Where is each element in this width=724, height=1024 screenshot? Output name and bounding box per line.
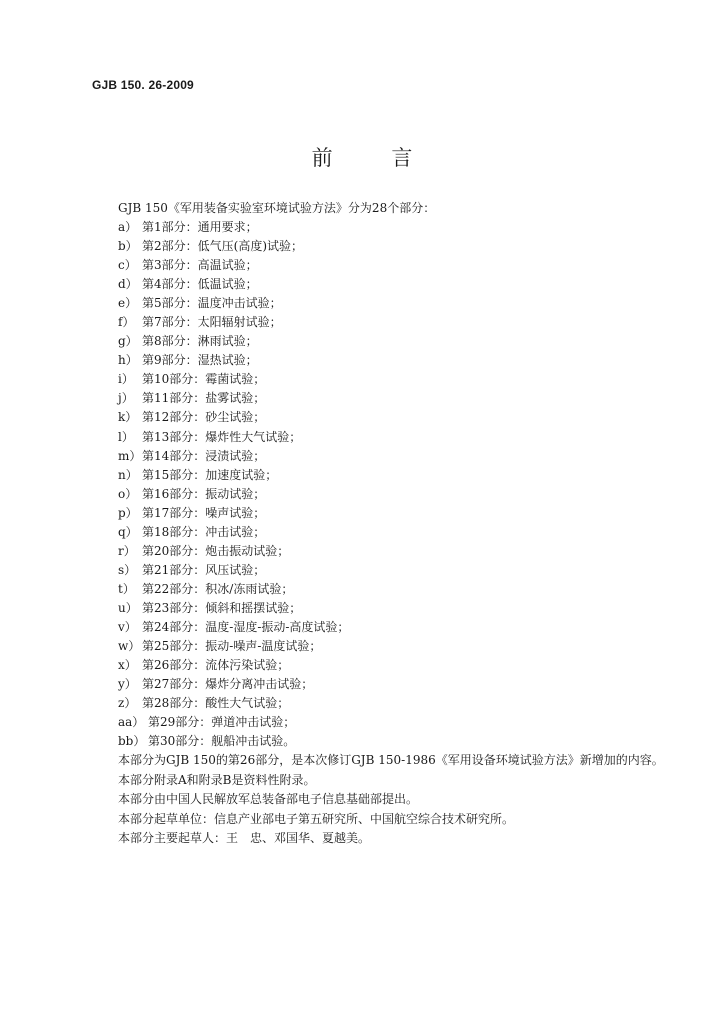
- intro-text: GJB 150《军用装备实验室环境试验方法》分为28个部分：: [118, 201, 436, 215]
- list-item: [118, 237, 349, 256]
- item-text: 第14部分：浸渍试验；: [142, 448, 266, 463]
- list-item: [118, 370, 349, 389]
- item-label: bb）: [118, 734, 146, 749]
- item-label: b）: [118, 239, 138, 254]
- list-item: [118, 542, 349, 561]
- list-item: [118, 713, 349, 732]
- item-text: 第2部分：低气压(高度)试验；: [142, 239, 303, 254]
- list-item: [118, 256, 349, 275]
- item-text: 第13部分：爆炸性大气试验；: [142, 429, 302, 444]
- list-item: [118, 218, 349, 237]
- list-item: [118, 313, 349, 332]
- item-label: o）: [118, 486, 138, 501]
- item-label: aa）: [118, 715, 145, 730]
- item-text: 第23部分：倾斜和摇摆试验；: [142, 600, 302, 615]
- item-label: q）: [118, 524, 138, 539]
- item-label: y）: [118, 677, 137, 692]
- item-text: 第24部分：温度-湿度-振动-高度试验；: [142, 619, 350, 634]
- item-text: 第25部分：振动-噪声-温度试验；: [142, 639, 322, 654]
- note-paragraph: 本部分主要起草人：王 忠、邓国华、夏越美。: [118, 831, 371, 845]
- item-label: h）: [118, 353, 138, 368]
- note-paragraph: 本部分由中国人民解放军总装备部电子信息基础部提出。: [118, 792, 419, 806]
- item-text: 第29部分：弹道冲击试验；: [148, 715, 296, 730]
- item-text: 第10部分：霉菌试验；: [142, 372, 266, 387]
- standard-code: GJB 150. 26-2009: [92, 78, 194, 92]
- list-item: [118, 504, 349, 523]
- item-text: 第4部分：低温试验；: [142, 277, 258, 292]
- item-label: a）: [118, 220, 138, 234]
- item-label: l）: [118, 429, 134, 444]
- list-item: [118, 523, 349, 542]
- item-label: f）: [118, 315, 135, 330]
- item-text: 第28部分：酸性大气试验；: [142, 696, 290, 711]
- item-label: m）: [118, 448, 142, 463]
- foreword-notes: [92, 751, 666, 849]
- item-text: 第21部分：风压试验；: [142, 562, 266, 577]
- item-label: n）: [118, 467, 138, 482]
- item-text: 第16部分：振动试验；: [142, 486, 266, 501]
- item-text: 第17部分：噪声试验；: [142, 505, 266, 520]
- list-item: [118, 275, 349, 294]
- list-item: [118, 637, 349, 656]
- note-paragraph: 本部分附录A和附录B是资料性附录。: [118, 772, 316, 787]
- list-item: [118, 675, 349, 694]
- item-label: t）: [118, 581, 135, 596]
- item-label: d）: [118, 277, 138, 292]
- item-label: z）: [118, 696, 137, 711]
- item-text: 第15部分：加速度试验；: [142, 467, 278, 482]
- list-item: [118, 294, 349, 313]
- list-item: [118, 732, 349, 751]
- item-label: v）: [118, 619, 137, 634]
- item-text: 第9部分：湿热试验；: [142, 353, 258, 368]
- list-item: [118, 656, 349, 675]
- item-label: u）: [118, 600, 138, 615]
- list-item: [118, 351, 349, 370]
- item-text: 第30部分：舰船冲击试验。: [148, 734, 296, 749]
- item-label: j）: [118, 391, 134, 406]
- page-title: 前 言: [311, 146, 439, 170]
- item-label: k）: [118, 410, 138, 425]
- item-label: c）: [118, 258, 137, 273]
- list-item: [118, 485, 349, 504]
- item-label: i）: [118, 372, 134, 387]
- list-item: [118, 466, 349, 485]
- item-text: 第3部分：高温试验；: [142, 258, 258, 273]
- item-label: e）: [118, 296, 138, 311]
- list-item: [118, 561, 349, 580]
- item-text: 第20部分：炮击振动试验；: [142, 543, 290, 558]
- list-item: [118, 694, 349, 713]
- list-item: [118, 580, 349, 599]
- item-text: 第26部分：流体污染试验；: [142, 658, 290, 673]
- item-label: x）: [118, 658, 137, 673]
- item-text: 第18部分：冲击试验；: [142, 524, 266, 539]
- item-text: 第12部分：砂尘试验；: [142, 410, 266, 425]
- parts-list: [118, 218, 349, 751]
- note-paragraph: 本部分为GJB 150的第26部分，是本次修订GJB 150-1986《军用设备环境试验方法》新增加的内容。: [118, 753, 664, 767]
- item-text: 第5部分：温度冲击试验；: [142, 296, 282, 311]
- item-text: 第27部分：爆炸分离冲击试验；: [142, 677, 314, 692]
- list-item: [118, 332, 349, 351]
- list-item: [118, 447, 349, 466]
- item-text: 第1部分：通用要求；: [142, 220, 258, 234]
- list-item: [118, 428, 349, 447]
- item-text: 第8部分：淋雨试验；: [142, 334, 258, 349]
- item-label: p）: [118, 505, 138, 520]
- list-item: [118, 389, 349, 408]
- item-text: 第7部分：太阳辐射试验；: [142, 315, 282, 330]
- list-item: [118, 599, 349, 618]
- item-label: s）: [118, 562, 137, 577]
- list-item: [118, 618, 349, 637]
- item-label: r）: [118, 543, 136, 558]
- note-paragraph: 本部分起草单位：信息产业部电子第五研究所、中国航空综合技术研究所。: [118, 811, 515, 826]
- item-text: 第11部分：盐雾试验；: [142, 391, 266, 406]
- item-label: w）: [118, 639, 141, 654]
- item-text: 第22部分：积冰/冻雨试验；: [142, 581, 294, 596]
- list-item: [118, 408, 349, 427]
- item-label: g）: [118, 334, 138, 349]
